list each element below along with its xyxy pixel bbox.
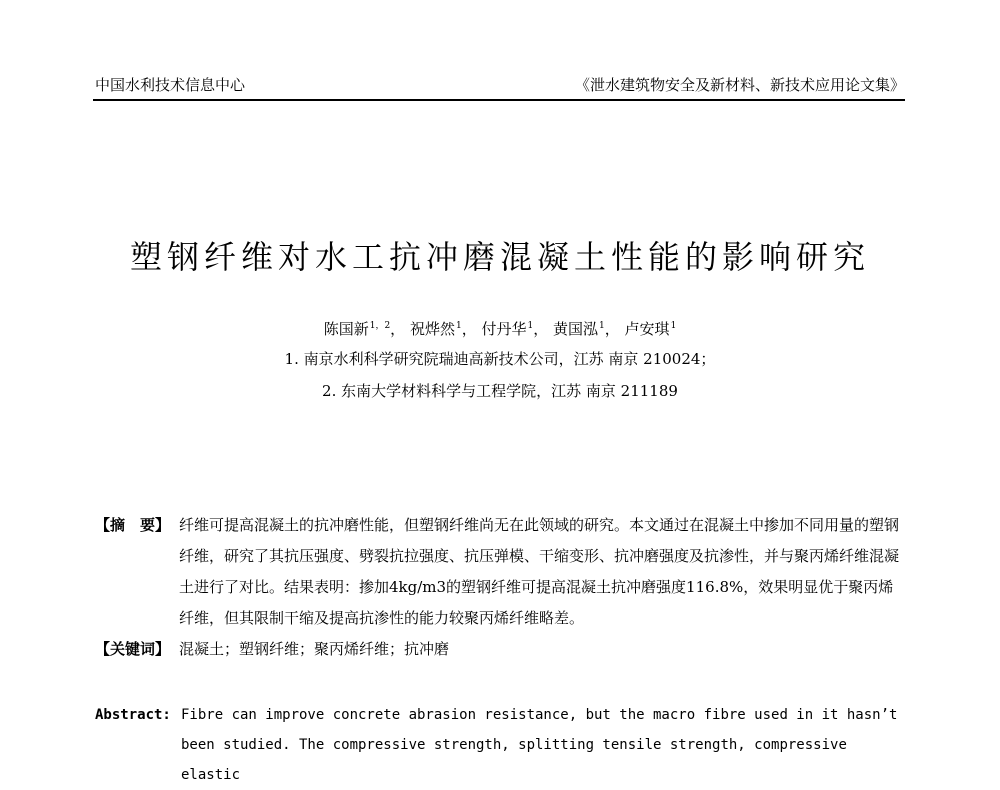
author-name: 陈国新 [323,320,369,338]
author-affil: 1 [670,321,677,331]
header-right: 《泄水建筑物安全及新材料、新技术应用论文集》 [574,76,905,94]
abstract-english-block [95,700,905,790]
abstract-text: 纤维可提高混凝土的抗冲磨性能，但塑钢纤维尚无在此领域的研究。本文通过在混凝土中掺加不同用量的塑钢纤维，研究了其抗压强度、劈裂抗拉强度、抗压弹模、干缩变形、抗冲磨强度及抗渗性，并与聚丙烯纤维混凝土进行了对比。结果表明：掺加4kg/m3的塑钢纤维可提高混凝土抗冲磨强度116.8%，效果明显优于聚丙烯纤维，但其限制干缩及提高抗渗性的能力较聚丙烯纤维略差。 [179,516,900,627]
author-affil: 1，2 [369,321,391,331]
author-list: 陈国新$^{1,2}$， 祝烨然$^1$， 付丹华$^1$， 黄国泓$^1$， 卢安琪$^1$ [323,320,677,338]
keywords-label: 【关键词】 [95,640,171,658]
author-name: 卢安琪 [624,320,670,338]
abstract-chinese-block [95,510,905,665]
keywords-text: 混凝土；塑钢纤维；聚丙烯纤维；抗冲磨 [179,640,450,658]
paper-title: 塑钢纤维对水工抗冲磨混凝土性能的影响研究 [129,238,870,276]
author-affil: 1 [455,321,462,331]
author-name: 黄国泓 [553,320,599,338]
author-name: 付丹华 [481,320,527,338]
abstract-en-text: Fibre can improve concrete abrasion resistance, but the macro fibre used in it hasn’t been studied. The compressive strength, splitting tensile strength, compressive elastic [181,707,898,783]
running-header [95,74,905,95]
author-affil: 1 [599,321,605,331]
abstract-label: 【摘 要】 [95,516,171,534]
affiliation-2: 2. 东南大学材料科学与工程学院，江苏 南京 211189 [322,382,678,400]
header-rule [93,99,905,101]
author-affil: 1 [527,321,534,331]
author-name: 祝烨然 [409,320,455,338]
header-left: 中国水利技术信息中心 [95,76,246,94]
affiliation-1: 1. 南京水利科学研究院瑞迪高新技术公司，江苏 南京 210024； [284,350,716,368]
abstract-en-label: Abstract: [95,707,171,723]
